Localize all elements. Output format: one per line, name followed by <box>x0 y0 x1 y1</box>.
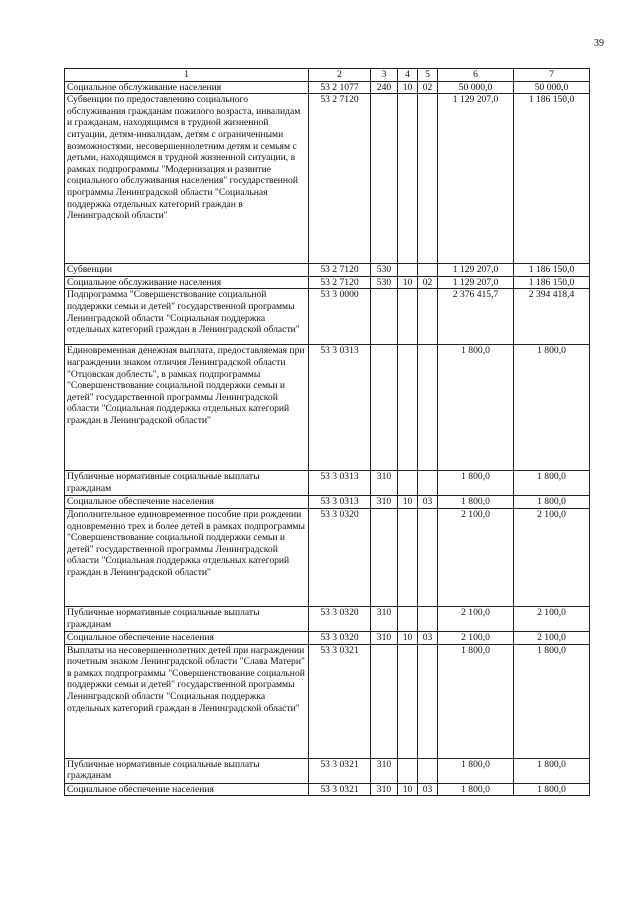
amount-2015-cell: 2 376 415,7 <box>438 289 514 345</box>
section-cell <box>398 471 418 496</box>
subsection-cell <box>418 94 438 264</box>
type-cell <box>371 644 398 758</box>
type-cell: 530 <box>371 276 398 289</box>
type-cell: 310 <box>371 496 398 509</box>
section-cell <box>398 606 418 631</box>
amount-2016-cell: 2 394 418,4 <box>514 289 590 345</box>
section-cell: 10 <box>398 631 418 644</box>
section-cell <box>398 94 418 264</box>
code-cell: 53 2 7120 <box>309 94 371 264</box>
subsection-cell <box>418 606 438 631</box>
table-row <box>65 644 590 758</box>
header-cell: 3 <box>371 69 398 82</box>
code-cell: 53 2 7120 <box>309 276 371 289</box>
amount-2015-cell: 2 100,0 <box>438 631 514 644</box>
section-cell <box>398 345 418 471</box>
type-cell: 310 <box>371 606 398 631</box>
header-cell: 5 <box>418 69 438 82</box>
amount-2016-cell: 2 100,0 <box>514 631 590 644</box>
amount-2016-cell: 1 800,0 <box>514 471 590 496</box>
header-cell: 4 <box>398 69 418 82</box>
amount-2015-cell: 2 100,0 <box>438 606 514 631</box>
table-row <box>65 606 590 631</box>
type-cell: 310 <box>371 631 398 644</box>
table-row <box>65 508 590 606</box>
amount-2016-cell: 1 800,0 <box>514 496 590 509</box>
description-cell: Социальное обеспечение населения <box>65 631 309 644</box>
header-cell: 6 <box>438 69 514 82</box>
amount-2015-cell: 1 129 207,0 <box>438 94 514 264</box>
description-cell: Субвенции по предоставлению социального обслуживания гражданам пожилого возраста, инвалидам и гражданам, находящимся в трудной жизненной ситуации, детям-инвалидам, детям с ограниченными возможностями, несовершеннолетним детям и семьям с детьми, находящимся в трудной жизненной ситуации, в рамках подпрограммы "Модернизация и развитие социального обслуживания населения" государственной программы Ленинградской области "Социальная поддержка отдельных категорий граждан в Ленинградской области" <box>65 94 309 264</box>
description-cell: Подпрограмма "Совершенствование социальной поддержки семьи и детей" государственной программы Ленинградской области "Социальная поддержка отдельных категорий граждан в Ленинградской области" <box>65 289 309 345</box>
amount-2016-cell: 1 186 150,0 <box>514 264 590 277</box>
amount-2015-cell: 1 800,0 <box>438 496 514 509</box>
header-cell: 2 <box>309 69 371 82</box>
subsection-cell <box>418 264 438 277</box>
amount-2015-cell: 1 800,0 <box>438 758 514 783</box>
description-cell: Публичные нормативные социальные выплаты гражданам <box>65 758 309 783</box>
amount-2015-cell: 1 129 207,0 <box>438 264 514 277</box>
type-cell: 310 <box>371 758 398 783</box>
section-cell: 10 <box>398 496 418 509</box>
section-cell: 10 <box>398 783 418 796</box>
description-cell: Единовременная денежная выплата, предоставляемая при награждении знаком отличия Ленинградской области "Отцовская доблесть", в рамках подпрограммы "Совершенствование социальной поддержки семьи и детей" государственной программы Ленинградской области "Социальная поддержка отдельных категорий граждан в Ленинградской области" <box>65 345 309 471</box>
description-cell: Социальное обеспечение населения <box>65 783 309 796</box>
type-cell: 530 <box>371 264 398 277</box>
subsection-cell: 02 <box>418 81 438 94</box>
description-cell: Субвенции <box>65 264 309 277</box>
amount-2015-cell: 50 000,0 <box>438 81 514 94</box>
description-cell: Выплаты на несовершеннолетних детей при награждении почетным знаком Ленинградской области "Слава Матери" в рамках подпрограммы "Совершенствование социальной поддержки семьи и детей" государственной программы Ленинградской области "Социальная поддержка отдельных категорий граждан в Ленинградской области" <box>65 644 309 758</box>
subsection-cell <box>418 289 438 345</box>
subsection-cell <box>418 345 438 471</box>
amount-2016-cell: 1 800,0 <box>514 783 590 796</box>
section-cell <box>398 289 418 345</box>
subsection-cell <box>418 644 438 758</box>
header-cell: 1 <box>65 69 309 82</box>
description-cell: Социальное обеспечение населения <box>65 496 309 509</box>
amount-2016-cell: 2 100,0 <box>514 508 590 606</box>
code-cell: 53 3 0321 <box>309 758 371 783</box>
subsection-cell: 03 <box>418 783 438 796</box>
section-cell: 10 <box>398 81 418 94</box>
type-cell <box>371 345 398 471</box>
type-cell <box>371 289 398 345</box>
code-cell: 53 2 7120 <box>309 264 371 277</box>
type-cell: 240 <box>371 81 398 94</box>
table-row <box>65 758 590 783</box>
table-row <box>65 345 590 471</box>
table-header-row <box>65 69 590 82</box>
code-cell: 53 3 0313 <box>309 345 371 471</box>
amount-2016-cell: 1 800,0 <box>514 758 590 783</box>
amount-2015-cell: 1 800,0 <box>438 345 514 471</box>
amount-2016-cell: 1 800,0 <box>514 644 590 758</box>
subsection-cell <box>418 471 438 496</box>
table-row <box>65 783 590 796</box>
amount-2016-cell: 1 186 150,0 <box>514 94 590 264</box>
amount-2015-cell: 2 100,0 <box>438 508 514 606</box>
table-row <box>65 289 590 345</box>
table-row <box>65 81 590 94</box>
subsection-cell <box>418 508 438 606</box>
section-cell <box>398 758 418 783</box>
header-cell: 7 <box>514 69 590 82</box>
type-cell: 310 <box>371 783 398 796</box>
code-cell: 53 3 0000 <box>309 289 371 345</box>
subsection-cell: 03 <box>418 496 438 509</box>
description-cell: Социальное обслуживание населения <box>65 276 309 289</box>
type-cell: 310 <box>371 471 398 496</box>
section-cell <box>398 644 418 758</box>
amount-2016-cell: 50 000,0 <box>514 81 590 94</box>
type-cell <box>371 94 398 264</box>
amount-2016-cell: 1 186 150,0 <box>514 276 590 289</box>
description-cell: Публичные нормативные социальные выплаты гражданам <box>65 606 309 631</box>
table-row <box>65 496 590 509</box>
section-cell <box>398 508 418 606</box>
amount-2015-cell: 1 800,0 <box>438 783 514 796</box>
type-cell <box>371 508 398 606</box>
table-row <box>65 276 590 289</box>
table-row <box>65 471 590 496</box>
budget-table <box>64 68 590 796</box>
section-cell: 10 <box>398 276 418 289</box>
table-row <box>65 631 590 644</box>
description-cell: Дополнительное единовременное пособие при рождении одновременно трех и более детей в рамках подпрограммы "Совершенствование социальной поддержки семьи и детей" государственной программы Ленинградской области "Социальная поддержка отдельных категорий граждан в Ленинградской области" <box>65 508 309 606</box>
description-cell: Социальное обслуживание населения <box>65 81 309 94</box>
page-number: 39 <box>594 38 604 49</box>
subsection-cell <box>418 758 438 783</box>
subsection-cell: 03 <box>418 631 438 644</box>
code-cell: 53 3 0321 <box>309 783 371 796</box>
code-cell: 53 2 1077 <box>309 81 371 94</box>
code-cell: 53 3 0320 <box>309 631 371 644</box>
subsection-cell: 02 <box>418 276 438 289</box>
amount-2015-cell: 1 800,0 <box>438 644 514 758</box>
amount-2016-cell: 2 100,0 <box>514 606 590 631</box>
amount-2016-cell: 1 800,0 <box>514 345 590 471</box>
code-cell: 53 3 0320 <box>309 606 371 631</box>
code-cell: 53 3 0313 <box>309 471 371 496</box>
section-cell <box>398 264 418 277</box>
table-row <box>65 264 590 277</box>
description-cell: Публичные нормативные социальные выплаты гражданам <box>65 471 309 496</box>
code-cell: 53 3 0320 <box>309 508 371 606</box>
code-cell: 53 3 0321 <box>309 644 371 758</box>
table-row <box>65 94 590 264</box>
code-cell: 53 3 0313 <box>309 496 371 509</box>
amount-2015-cell: 1 800,0 <box>438 471 514 496</box>
amount-2015-cell: 1 129 207,0 <box>438 276 514 289</box>
